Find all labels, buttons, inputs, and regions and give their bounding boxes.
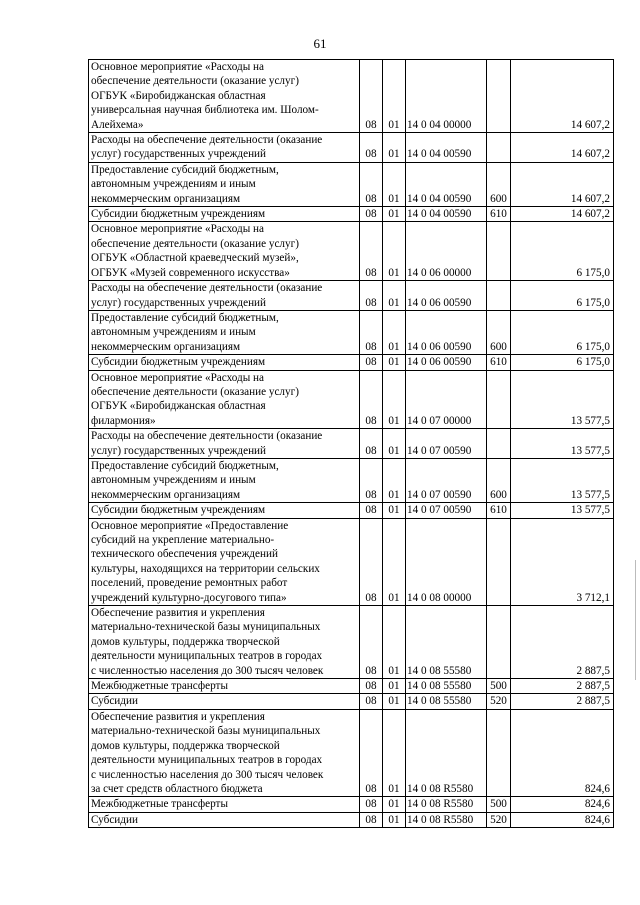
subsection-code-cell: 01 bbox=[383, 812, 406, 827]
table-row bbox=[89, 310, 614, 354]
section-code-cell: 08 bbox=[360, 207, 383, 222]
target-article-cell: 14 0 08 00000 bbox=[406, 518, 487, 605]
amount-cell: 6 175,0 bbox=[511, 310, 614, 354]
section-code-cell: 08 bbox=[360, 518, 383, 605]
section-code-cell: 08 bbox=[360, 458, 383, 502]
table-row bbox=[89, 518, 614, 605]
expense-type-cell bbox=[487, 606, 511, 679]
expense-name-cell: Основное мероприятие «Расходы на обеспечение деятельности (оказание услуг) ОГБУК «Биробиджанская областная универсальная научная библиотека им. Шолом- Алейхема» bbox=[89, 60, 360, 133]
amount-cell: 13 577,5 bbox=[511, 370, 614, 429]
target-article-cell: 14 0 08 R5580 bbox=[406, 812, 487, 827]
subsection-code-cell: 01 bbox=[383, 207, 406, 222]
section-code-cell: 08 bbox=[360, 222, 383, 281]
target-article-cell: 14 0 08 R5580 bbox=[406, 797, 487, 812]
table-row bbox=[89, 281, 614, 311]
subsection-code-cell: 01 bbox=[383, 162, 406, 206]
table-row bbox=[89, 458, 614, 502]
target-article-cell: 14 0 08 55580 bbox=[406, 679, 487, 694]
expense-name-cell: Предоставление субсидий бюджетным, автономным учреждениям и иным некоммерческим организациям bbox=[89, 310, 360, 354]
section-code-cell: 08 bbox=[360, 812, 383, 827]
amount-cell: 14 607,2 bbox=[511, 207, 614, 222]
target-article-cell: 14 0 04 00000 bbox=[406, 60, 487, 133]
subsection-code-cell: 01 bbox=[383, 606, 406, 679]
subsection-code-cell: 01 bbox=[383, 709, 406, 796]
expense-name-cell: Предоставление субсидий бюджетным, автономным учреждениям и иным некоммерческим организациям bbox=[89, 162, 360, 206]
table-row bbox=[89, 606, 614, 679]
amount-cell: 6 175,0 bbox=[511, 355, 614, 370]
expense-name-cell: Межбюджетные трансферты bbox=[89, 797, 360, 812]
expense-type-cell: 500 bbox=[487, 797, 511, 812]
expense-type-cell: 520 bbox=[487, 812, 511, 827]
target-article-cell: 14 0 06 00590 bbox=[406, 281, 487, 311]
section-code-cell: 08 bbox=[360, 162, 383, 206]
target-article-cell: 14 0 08 R5580 bbox=[406, 709, 487, 796]
expense-type-cell bbox=[487, 370, 511, 429]
amount-cell: 3 712,1 bbox=[511, 518, 614, 605]
budget-table bbox=[88, 59, 614, 828]
target-article-cell: 14 0 06 00000 bbox=[406, 222, 487, 281]
expense-type-cell: 610 bbox=[487, 503, 511, 518]
target-article-cell: 14 0 07 00590 bbox=[406, 458, 487, 502]
section-code-cell: 08 bbox=[360, 370, 383, 429]
target-article-cell: 14 0 04 00590 bbox=[406, 133, 487, 163]
table-row bbox=[89, 694, 614, 709]
amount-cell: 2 887,5 bbox=[511, 679, 614, 694]
target-article-cell: 14 0 04 00590 bbox=[406, 207, 487, 222]
subsection-code-cell: 01 bbox=[383, 679, 406, 694]
amount-cell: 824,6 bbox=[511, 797, 614, 812]
amount-cell: 824,6 bbox=[511, 812, 614, 827]
subsection-code-cell: 01 bbox=[383, 694, 406, 709]
target-article-cell: 14 0 06 00590 bbox=[406, 310, 487, 354]
target-article-cell: 14 0 08 55580 bbox=[406, 694, 487, 709]
amount-cell: 13 577,5 bbox=[511, 429, 614, 459]
amount-cell: 2 887,5 bbox=[511, 606, 614, 679]
expense-name-cell: Обеспечение развития и укрепления материально-технической базы муниципальных домов культуры, поддержка творческой деятельности муниципальных театров в городах с численностью населения до 300 тысяч человек bbox=[89, 606, 360, 679]
expense-name-cell: Субсидии бюджетным учреждениям bbox=[89, 355, 360, 370]
expense-type-cell: 600 bbox=[487, 162, 511, 206]
expense-type-cell bbox=[487, 222, 511, 281]
section-code-cell: 08 bbox=[360, 503, 383, 518]
section-code-cell: 08 bbox=[360, 355, 383, 370]
section-code-cell: 08 bbox=[360, 429, 383, 459]
amount-cell: 14 607,2 bbox=[511, 133, 614, 163]
expense-name-cell: Субсидии bbox=[89, 694, 360, 709]
section-code-cell: 08 bbox=[360, 694, 383, 709]
section-code-cell: 08 bbox=[360, 281, 383, 311]
subsection-code-cell: 01 bbox=[383, 60, 406, 133]
expense-type-cell bbox=[487, 709, 511, 796]
expense-name-cell: Расходы на обеспечение деятельности (оказание услуг) государственных учреждений bbox=[89, 281, 360, 311]
expense-name-cell: Расходы на обеспечение деятельности (оказание услуг) государственных учреждений bbox=[89, 133, 360, 163]
table-row bbox=[89, 797, 614, 812]
section-code-cell: 08 bbox=[360, 60, 383, 133]
amount-cell: 14 607,2 bbox=[511, 162, 614, 206]
subsection-code-cell: 01 bbox=[383, 429, 406, 459]
expense-name-cell: Основное мероприятие «Расходы на обеспечение деятельности (оказание услуг) ОГБУК «Биробиджанская областная филармония» bbox=[89, 370, 360, 429]
table-row bbox=[89, 812, 614, 827]
table-row bbox=[89, 133, 614, 163]
amount-cell: 13 577,5 bbox=[511, 458, 614, 502]
subsection-code-cell: 01 bbox=[383, 518, 406, 605]
expense-type-cell bbox=[487, 133, 511, 163]
table-row bbox=[89, 503, 614, 518]
expense-name-cell: Основное мероприятие «Расходы на обеспечение деятельности (оказание услуг) ОГБУК «Областной краеведческий музей», ОГБУК «Музей современного искусства» bbox=[89, 222, 360, 281]
expense-name-cell: Субсидии бюджетным учреждениям bbox=[89, 503, 360, 518]
subsection-code-cell: 01 bbox=[383, 370, 406, 429]
expense-type-cell: 610 bbox=[487, 355, 511, 370]
expense-name-cell: Межбюджетные трансферты bbox=[89, 679, 360, 694]
expense-type-cell: 520 bbox=[487, 694, 511, 709]
amount-cell: 2 887,5 bbox=[511, 694, 614, 709]
amount-cell: 13 577,5 bbox=[511, 503, 614, 518]
table-row bbox=[89, 370, 614, 429]
expense-name-cell: Расходы на обеспечение деятельности (оказание услуг) государственных учреждений bbox=[89, 429, 360, 459]
amount-cell: 14 607,2 bbox=[511, 60, 614, 133]
table-row bbox=[89, 679, 614, 694]
table-row bbox=[89, 709, 614, 796]
section-code-cell: 08 bbox=[360, 709, 383, 796]
expense-name-cell: Субсидии bbox=[89, 812, 360, 827]
subsection-code-cell: 01 bbox=[383, 458, 406, 502]
target-article-cell: 14 0 07 00590 bbox=[406, 503, 487, 518]
expense-name-cell: Субсидии бюджетным учреждениям bbox=[89, 207, 360, 222]
subsection-code-cell: 01 bbox=[383, 503, 406, 518]
table-row bbox=[89, 60, 614, 133]
section-code-cell: 08 bbox=[360, 606, 383, 679]
section-code-cell: 08 bbox=[360, 133, 383, 163]
expense-type-cell bbox=[487, 429, 511, 459]
subsection-code-cell: 01 bbox=[383, 133, 406, 163]
section-code-cell: 08 bbox=[360, 310, 383, 354]
table-row bbox=[89, 207, 614, 222]
expense-name-cell: Предоставление субсидий бюджетным, автономным учреждениям и иным некоммерческим организациям bbox=[89, 458, 360, 502]
expense-type-cell: 500 bbox=[487, 679, 511, 694]
target-article-cell: 14 0 07 00590 bbox=[406, 429, 487, 459]
expense-type-cell: 600 bbox=[487, 310, 511, 354]
expense-type-cell bbox=[487, 281, 511, 311]
section-code-cell: 08 bbox=[360, 679, 383, 694]
table-row bbox=[89, 429, 614, 459]
target-article-cell: 14 0 07 00000 bbox=[406, 370, 487, 429]
amount-cell: 6 175,0 bbox=[511, 281, 614, 311]
target-article-cell: 14 0 06 00590 bbox=[406, 355, 487, 370]
target-article-cell: 14 0 08 55580 bbox=[406, 606, 487, 679]
expense-type-cell bbox=[487, 60, 511, 133]
budget-table-body bbox=[89, 60, 614, 828]
expense-name-cell: Основное мероприятие «Предоставление субсидий на укрепление материально- технического обеспечения учреждений культуры, находящихся на территории сельских поселений, проведение ремонтных работ учреждений культурно-досугового типа» bbox=[89, 518, 360, 605]
expense-type-cell: 600 bbox=[487, 458, 511, 502]
table-row bbox=[89, 222, 614, 281]
table-row bbox=[89, 355, 614, 370]
subsection-code-cell: 01 bbox=[383, 310, 406, 354]
subsection-code-cell: 01 bbox=[383, 281, 406, 311]
table-row bbox=[89, 162, 614, 206]
subsection-code-cell: 01 bbox=[383, 222, 406, 281]
amount-cell: 824,6 bbox=[511, 709, 614, 796]
subsection-code-cell: 01 bbox=[383, 355, 406, 370]
page-number: 61 bbox=[313, 36, 327, 51]
subsection-code-cell: 01 bbox=[383, 797, 406, 812]
target-article-cell: 14 0 04 00590 bbox=[406, 162, 487, 206]
amount-cell: 6 175,0 bbox=[511, 222, 614, 281]
scan-edge-line bbox=[635, 560, 636, 680]
section-code-cell: 08 bbox=[360, 797, 383, 812]
expense-name-cell: Обеспечение развития и укрепления материально-технической базы муниципальных домов культуры, поддержка творческой деятельности муниципальных театров в городах с численностью населения до 300 тысяч человек за счет средств областного бюджета bbox=[89, 709, 360, 796]
expense-type-cell bbox=[487, 518, 511, 605]
expense-type-cell: 610 bbox=[487, 207, 511, 222]
